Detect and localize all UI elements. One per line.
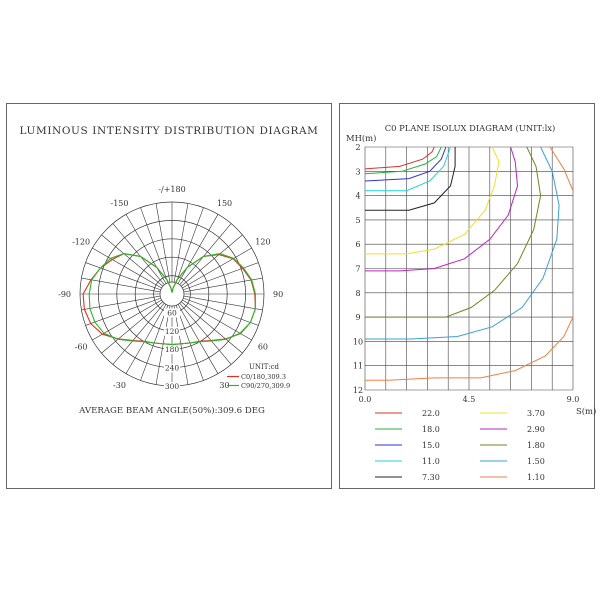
polar-angle-label: -30 <box>113 380 126 390</box>
isolux-chart <box>340 104 597 488</box>
polar-spoke <box>113 303 164 364</box>
polar-chart <box>7 104 331 488</box>
isolux-legend-label: 2.90 <box>527 425 545 434</box>
polar-spoke <box>181 302 242 353</box>
unit-label: UNIT:cd <box>249 363 279 371</box>
polar-radial-label: 240 <box>164 363 180 373</box>
isolux-y-tick: 11 <box>352 361 364 371</box>
legend-label: C0/180,309.3 <box>241 373 287 381</box>
polar-panel <box>6 103 332 489</box>
isolux-legend-label: 18.0 <box>422 425 440 434</box>
polar-spoke <box>113 224 164 285</box>
isolux-y-tick: 12 <box>352 386 364 395</box>
isolux-curve <box>550 147 573 191</box>
beam-angle-note: AVERAGE BEAM ANGLE(50%):309.6 DEG <box>79 406 265 416</box>
isolux-legend-label: 15.0 <box>422 441 440 450</box>
polar-angle-label: 60 <box>257 342 269 352</box>
polar-spoke <box>183 298 258 325</box>
polar-radial-label: 180 <box>164 345 180 355</box>
isolux-x-tick: 4.5 <box>462 395 476 404</box>
s-axis-label: S(m) <box>576 406 597 416</box>
isolux-legend-label: 1.80 <box>527 441 545 450</box>
polar-center-ring <box>160 282 184 306</box>
polar-radial-label: 120 <box>164 326 180 336</box>
isolux-y-tick: 3 <box>355 167 361 177</box>
polar-title: LUMINOUS INTENSITY DISTRIBUTION DIAGRAM <box>19 125 319 137</box>
isolux-y-tick: 2 <box>355 143 361 152</box>
polar-radial-label: 60 <box>167 308 177 318</box>
mh-axis-label: MH(m) <box>346 133 377 143</box>
isolux-y-tick: 9 <box>355 313 361 323</box>
polar-angle-label: -120 <box>72 237 91 247</box>
isolux-legend-label: 11.0 <box>422 457 440 466</box>
isolux-curve <box>365 147 434 169</box>
isolux-legend-label: 7.30 <box>422 473 440 482</box>
polar-angle-label: 30 <box>219 380 230 390</box>
polar-spoke <box>180 224 231 285</box>
isolux-legend-label: 22.0 <box>422 409 440 418</box>
polar-spoke <box>180 303 231 364</box>
isolux-curve <box>365 147 499 254</box>
isolux-y-tick: 10 <box>352 337 364 347</box>
isolux-curve <box>365 147 446 181</box>
isolux-curve <box>365 147 441 174</box>
polar-spoke <box>176 208 203 283</box>
isolux-panel <box>339 103 595 489</box>
polar-radial-label: 300 <box>164 382 180 391</box>
polar-spoke <box>183 263 258 290</box>
polar-angle-label: -/+180 <box>158 185 186 194</box>
polar-spoke <box>86 263 161 290</box>
isolux-legend-label: 1.10 <box>527 473 545 482</box>
isolux-curve <box>365 147 559 339</box>
isolux-y-tick: 7 <box>355 264 361 274</box>
isolux-y-tick: 8 <box>355 288 361 298</box>
polar-angle-label: -60 <box>74 342 88 352</box>
isolux-legend-label: 1.50 <box>527 457 545 466</box>
isolux-y-tick: 4 <box>355 191 361 201</box>
polar-angle-label: -150 <box>110 199 129 209</box>
isolux-curve <box>365 147 518 271</box>
polar-angle-label: 120 <box>255 237 271 247</box>
polar-angle-label: 150 <box>216 199 233 209</box>
isolux-curve <box>365 147 541 317</box>
polar-spoke <box>181 235 242 286</box>
isolux-y-tick: 6 <box>355 240 361 250</box>
polar-spoke <box>141 208 168 283</box>
isolux-x-tick: 0.0 <box>358 395 372 404</box>
isolux-title: C0 PLANE ISOLUX DIAGRAM (UNIT:lx) <box>384 123 556 133</box>
isolux-x-tick: 9.0 <box>566 395 580 404</box>
isolux-legend-label: 3.70 <box>527 409 545 418</box>
legend-label: C90/270,309.9 <box>241 382 291 390</box>
isolux-y-tick: 5 <box>355 215 361 225</box>
polar-angle-label: -90 <box>58 290 71 299</box>
polar-angle-label: 90 <box>273 290 284 299</box>
polar-spoke <box>102 302 163 353</box>
polar-spoke <box>86 298 161 325</box>
